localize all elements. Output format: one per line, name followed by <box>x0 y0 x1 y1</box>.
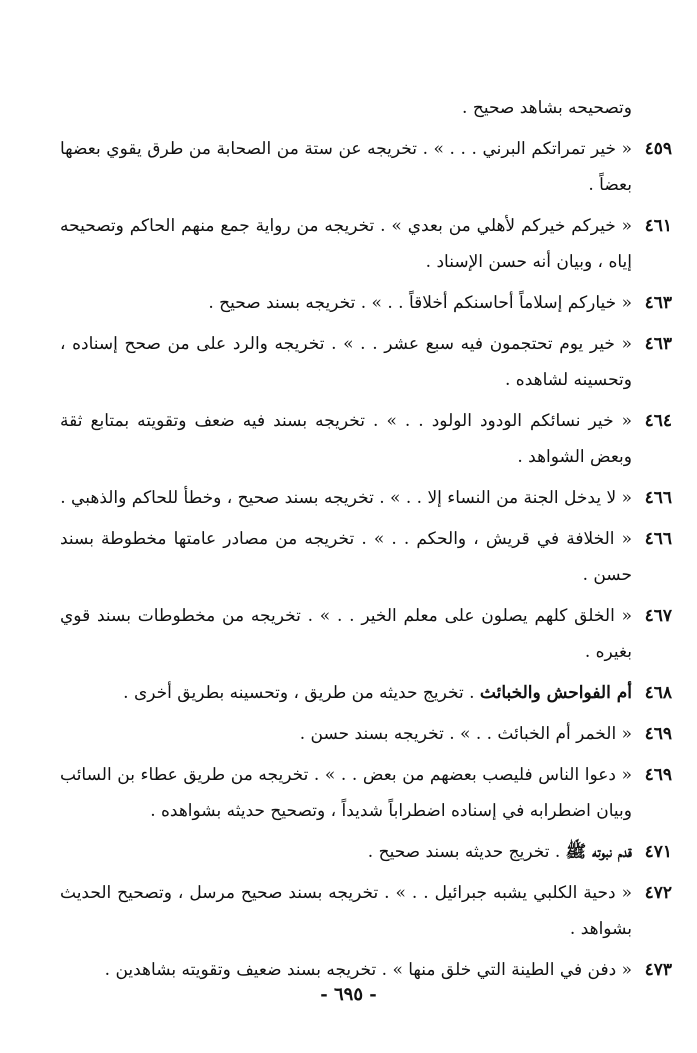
index-entry <box>60 480 672 516</box>
index-entry <box>60 208 672 280</box>
entry-heading: أم الفواحش والخبائث <box>479 683 632 703</box>
index-entry <box>60 521 672 593</box>
index-entry <box>60 598 672 670</box>
continuation-line: وتصحيحه بشاهد صحيح . <box>462 98 632 118</box>
entry-text: « الخمر أم الخبائث . . » . تخريجه بسند حسن . <box>299 724 632 744</box>
index-entry <box>60 285 672 321</box>
entry-heading: قدم نبوته ﷺ <box>565 842 632 862</box>
entry-text: « خير يوم تحتجمون فيه سبع عشر . . » . تخريجه والرد على من صحح إسناده ، وتحسينه لشاهده . <box>60 334 632 390</box>
entry-text: « خير تمراتكم البرني . . . » . تخريجه عن ستة من الصحابة من طرق يقوي بعضها بعضاً . <box>60 139 632 195</box>
entry-text: « دحية الكلبي يشبه جبرائيل . . » . تخريجه بسند صحيح مرسل ، وتصحيح الحديث بشواهد . <box>60 883 632 939</box>
index-entry <box>60 875 672 947</box>
index-entry <box>60 834 672 870</box>
index-entry <box>60 716 672 752</box>
entry-number: ٤٦٩ <box>644 765 672 785</box>
entry-number: ٤٦٤ <box>644 411 672 431</box>
entry-text: « خيركم خيركم لأهلي من بعدي » . تخريجه من رواية جمع منهم الحاكم وتصحيحه إياه ، وبيان أنه حسن الإسناد . <box>60 216 632 272</box>
entry-number: ٤٦٩ <box>644 724 672 744</box>
index-entry <box>60 403 672 475</box>
entry-text: « الخلق كلهم يصلون على معلم الخير . . » . تخريجه من مخطوطات بسند قوي بغيره . <box>60 606 632 662</box>
entry-number: ٤٦٧ <box>644 606 672 626</box>
entry-number: ٤٦١ <box>644 216 672 236</box>
index-entry <box>60 675 672 711</box>
entry-number: ٤٦٦ <box>644 488 672 508</box>
index-entry <box>60 757 672 829</box>
entry-text: « لا يدخل الجنة من النساء إلا . . » . تخريجه بسند صحيح ، وخطأ للحاكم والذهبي . <box>60 488 632 508</box>
index-entry <box>60 326 672 398</box>
entry-number: ٤٧٢ <box>644 883 672 903</box>
entry-text: « الخلافة في قريش ، والحكم . . » . تخريجه من مصادر عامتها مخطوطة بسند حسن . <box>60 529 632 585</box>
entry-text: « دفن في الطينة التي خلق منها » . تخريجه بسند ضعيف وتقويته بشاهدين . <box>104 960 632 980</box>
entry-text: « خير نسائكم الودود الولود . . » . تخريجه بسند فيه ضعف وتقويته بمتابع ثقة وبعض الشواهد . <box>60 411 632 467</box>
entry-number: ٤٦٣ <box>644 334 672 354</box>
index-entry <box>60 952 672 988</box>
entry-number: ٤٥٩ <box>644 139 672 159</box>
index-page <box>60 90 672 993</box>
page-number: - ٦٩٥ - <box>320 984 377 1005</box>
entry-text: . تخريج حديثه من طريق ، وتحسينه بطريق أخرى . <box>123 683 480 703</box>
entry-number: ٤٧١ <box>644 842 672 862</box>
entry-text-wrapper <box>60 834 632 870</box>
entry-text: . تخريج حديثه بسند صحيح . <box>367 842 566 862</box>
entry-text: « خياركم إسلاماً أحاسنكم أخلاقاً . . » . تخريجه بسند صحيح . <box>208 293 632 313</box>
entry-text: « دعوا الناس فليصب بعضهم من بعض . . » . تخريجه من طريق عطاء بن السائب وبيان اضطرابه في إسناده اضطراباً شديداً ، وتصحيح حديثه بشواهده . <box>60 765 632 821</box>
entry-text-wrapper <box>60 675 632 711</box>
entry-number: ٤٦٨ <box>644 683 672 703</box>
entry-number: ٤٦٦ <box>644 529 672 549</box>
index-entry <box>60 131 672 203</box>
entry-number: ٤٦٣ <box>644 293 672 313</box>
entry-number: ٤٧٣ <box>644 960 672 980</box>
